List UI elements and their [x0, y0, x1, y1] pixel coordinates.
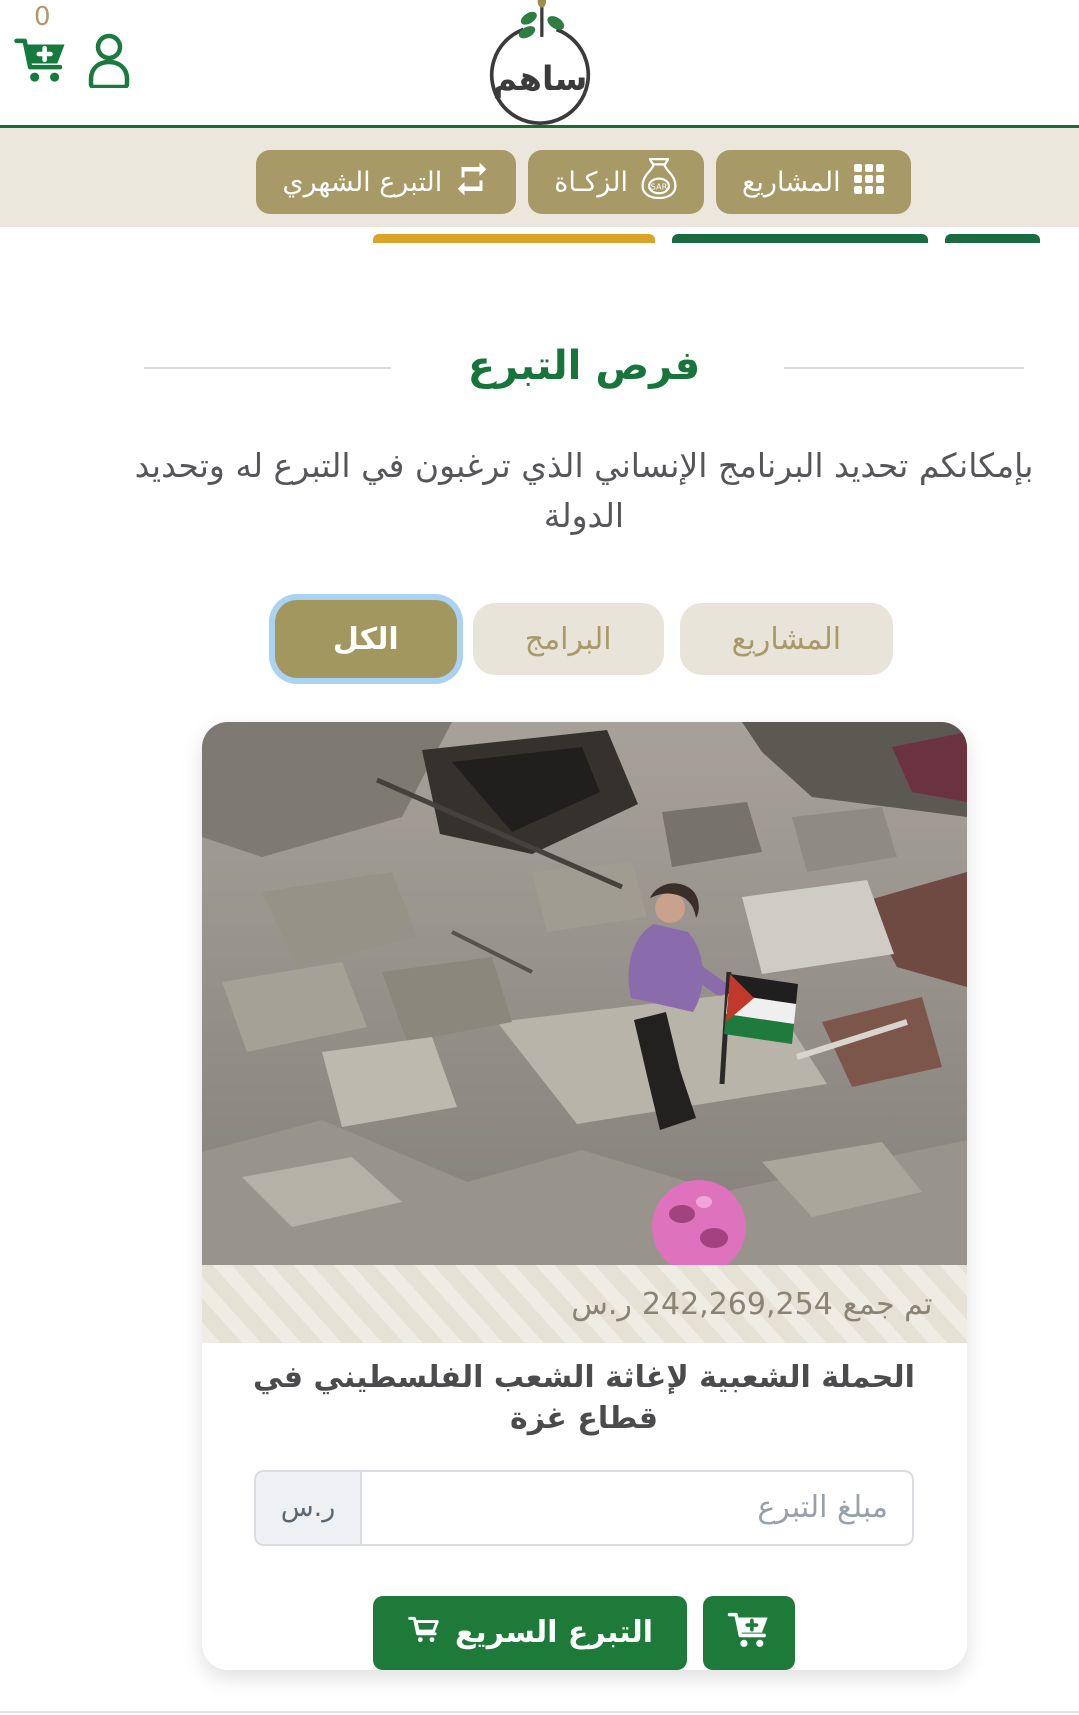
site-header	[0, 0, 1079, 125]
section-title: فرص التبرع	[467, 343, 701, 389]
user-profile-icon[interactable]	[84, 32, 134, 88]
nav-monthly-donation-label: التبرع الشهري	[282, 166, 443, 198]
title-decor-line-right	[784, 367, 1024, 369]
donation-amount-group	[254, 1470, 914, 1546]
hidden-section-green-bar-small	[945, 234, 1040, 243]
cart-icon	[407, 1612, 441, 1654]
cart-count-badge: 0	[34, 2, 51, 32]
svg-text:ساهم: ساهم	[492, 58, 587, 98]
donation-opportunities-section	[89, 343, 1079, 1670]
campaign-card	[202, 722, 967, 1670]
hidden-section-green-bar	[672, 234, 928, 243]
donation-amount-input[interactable]	[362, 1472, 912, 1544]
cart-plus-icon	[726, 1606, 772, 1660]
currency-addon: ر.س	[256, 1472, 362, 1544]
quick-donate-button[interactable]	[373, 1596, 687, 1670]
tab-projects[interactable]: المشاريع	[680, 603, 894, 675]
collected-amount: 242,269,254	[641, 1286, 833, 1322]
campaign-title: الحملة الشعبية لإغاثة الشعب الفلسطيني في قطاع غزة	[253, 1360, 915, 1437]
nav-zakat-button[interactable]	[528, 150, 704, 214]
collected-currency: ر.س	[571, 1286, 632, 1322]
nav-monthly-donation-button[interactable]	[256, 150, 516, 214]
campaign-image	[202, 722, 967, 1265]
nav-zakat-label: الزكـاة	[554, 166, 629, 198]
card-actions	[244, 1596, 925, 1670]
collected-prefix: تم جمع	[842, 1286, 933, 1322]
section-divider	[0, 1711, 1079, 1713]
hidden-section-gold-bar	[373, 234, 655, 243]
collected-amount-row	[202, 1265, 967, 1343]
repeat-arrows-icon	[454, 161, 490, 204]
nav-projects-button[interactable]	[716, 150, 911, 214]
tab-all[interactable]: الكل	[275, 600, 457, 678]
title-decor-line-left	[144, 367, 391, 369]
nav-projects-label: المشاريع	[742, 166, 841, 198]
svg-text:SAR: SAR	[650, 180, 668, 191]
add-to-cart-icon[interactable]	[12, 30, 70, 88]
filter-tabs	[89, 600, 1079, 678]
money-bag-icon	[640, 156, 678, 209]
sahem-logo[interactable]	[470, 0, 610, 126]
add-to-cart-button[interactable]	[703, 1596, 795, 1670]
grid-icon	[853, 163, 885, 202]
tab-programs[interactable]: البرامج	[473, 603, 664, 675]
section-description: بإمكانكم تحديد البرنامج الإنساني الذي ترغبون في التبرع له وتحديد الدولة	[134, 446, 1034, 535]
main-navbar	[0, 125, 1079, 227]
quick-donate-label: التبرع السريع	[454, 1615, 654, 1651]
